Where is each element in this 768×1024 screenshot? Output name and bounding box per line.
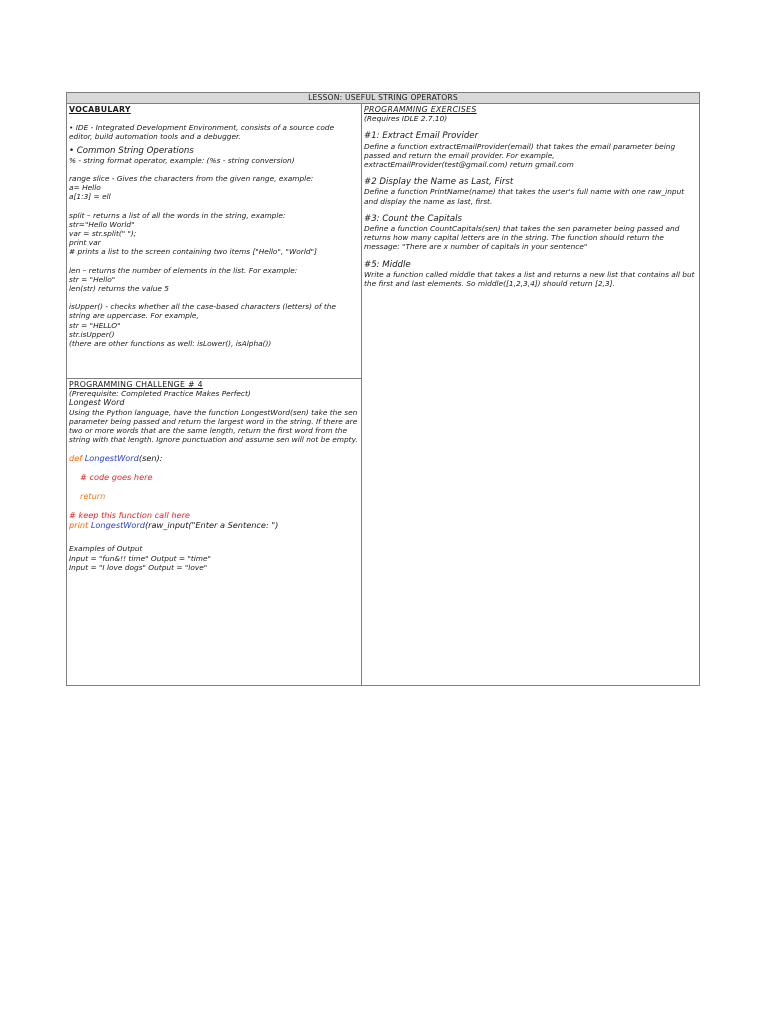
code-function-name: LongestWord [84,453,139,464]
vocab-common-heading: • Common String Operations [69,145,194,156]
vocab-isupper-ex2: str.isUpper() [69,329,115,339]
exercise-2-title: #2 Display the Name as Last, First [364,177,514,188]
vocab-split-ex2: var = str.split(" "); [69,229,137,239]
vocab-split-ex1: str="Hello World" [69,219,135,229]
vocab-split-ex3: print var [69,238,101,248]
exercises-section [362,104,699,685]
challenge-description: Using the Python language, have the function LongestWord(sen) take the sen parameter being passed and return the largest word in the string. If there are two or more words that are the same length, return the first word from the string with that length. Ignore punctuation and assume sen will not be empty. [69,407,358,445]
exercises-requires: (Requires IDLE 2.7.10) [364,114,448,124]
vocab-ide: • IDE - Integrated Development Environment, consists of a source code editor, build automation tools and a debugger. [69,123,335,142]
code-call-function: LongestWord [90,520,145,531]
vocabulary-heading: VOCABULARY [69,105,131,114]
exercise-5-desc: Write a function called middle that takes a list and returns a new list that contains all but the first and last elements. So middle([1,2,3,4]) should return [2,3]. [364,269,695,289]
left-column [67,104,362,685]
code-def-line [69,453,359,463]
vocab-range-ex2: a[1:3] = ell [69,192,111,202]
exercise-3-desc: Define a function CountCapitals(sen) that takes the sen parameter being passed and returns how many capital letters are in the string. The function should return the message: "There are x number of capitals in your sentence" [364,224,680,252]
vocabulary-section [67,104,361,379]
code-print-keyword: print [69,520,91,531]
vocab-range-ex1: a= Hello [69,183,101,193]
page-title: LESSON: USEFUL STRING OPERATORS [66,92,700,104]
vocab-percent: % - string format operator, example: (%s - string conversion) [69,155,295,165]
code-def-keyword: def [69,453,85,464]
examples-heading: Examples of Output [69,544,143,554]
vocab-isupper-ex1: str = "HELLO" [69,320,121,330]
exercise-3-title: #3: Count the Capitals [364,213,462,224]
vocab-isupper: isUpper() - checks whether all the case-based characters (letters) of the string are uppercase. For example, [69,302,336,321]
vocab-len: len – returns the number of elements in the list. For example: [69,265,298,275]
code-comment: # code goes here [80,472,153,483]
vocab-len-ex1: str = "Hello" [69,274,116,284]
challenge-section [67,379,361,574]
vocab-isupper-ex3: (there are other functions as well: isLower(), isAlpha()) [69,339,272,349]
code-return: return [80,491,106,502]
worksheet [66,92,700,686]
vocab-split-ex4: # prints a list to the screen containing two items ["Hello", "World"] [69,247,317,257]
exercise-1-title: #1: Extract Email Provider [364,131,479,142]
exercise-2-desc: Define a function PrintName(name) that takes the user's full name with one raw_input and display the name as last, first. [364,187,685,206]
vocab-range-slice: range slice - Gives the characters from the given range, example: [69,174,314,184]
exercise-5-title: #5: Middle [364,259,411,270]
exercises-heading: PROGRAMMING EXERCISES [364,105,477,114]
example-2: Input = "I love dogs" Output = "love" [69,562,208,572]
challenge-heading: PROGRAMMING CHALLENGE # 4 [69,380,203,389]
code-signature: (sen): [138,453,163,464]
challenge-prereq: (Prerequisite: Completed Practice Makes Perfect) [69,389,251,399]
code-call-args: (raw_input("Enter a Sentence: ") [144,520,279,531]
code-keep-comment: # keep this function call here [69,510,190,521]
exercise-1-desc: Define a function extractEmailProvider(email) that takes the email parameter being passed and return the email provider. For example, extractEmailProvider(test@gmail.com) return gmail.com [364,141,676,170]
vocab-len-ex2: len(str) returns the value 5 [69,284,169,294]
challenge-name: Longest Word [69,398,125,408]
example-1: Input = "fun&!! time" Output = "time" [69,553,211,563]
vocab-split: split – returns a list of all the words in the string, example: [69,210,286,220]
worksheet-grid [66,104,700,686]
code-print-line [69,520,359,530]
